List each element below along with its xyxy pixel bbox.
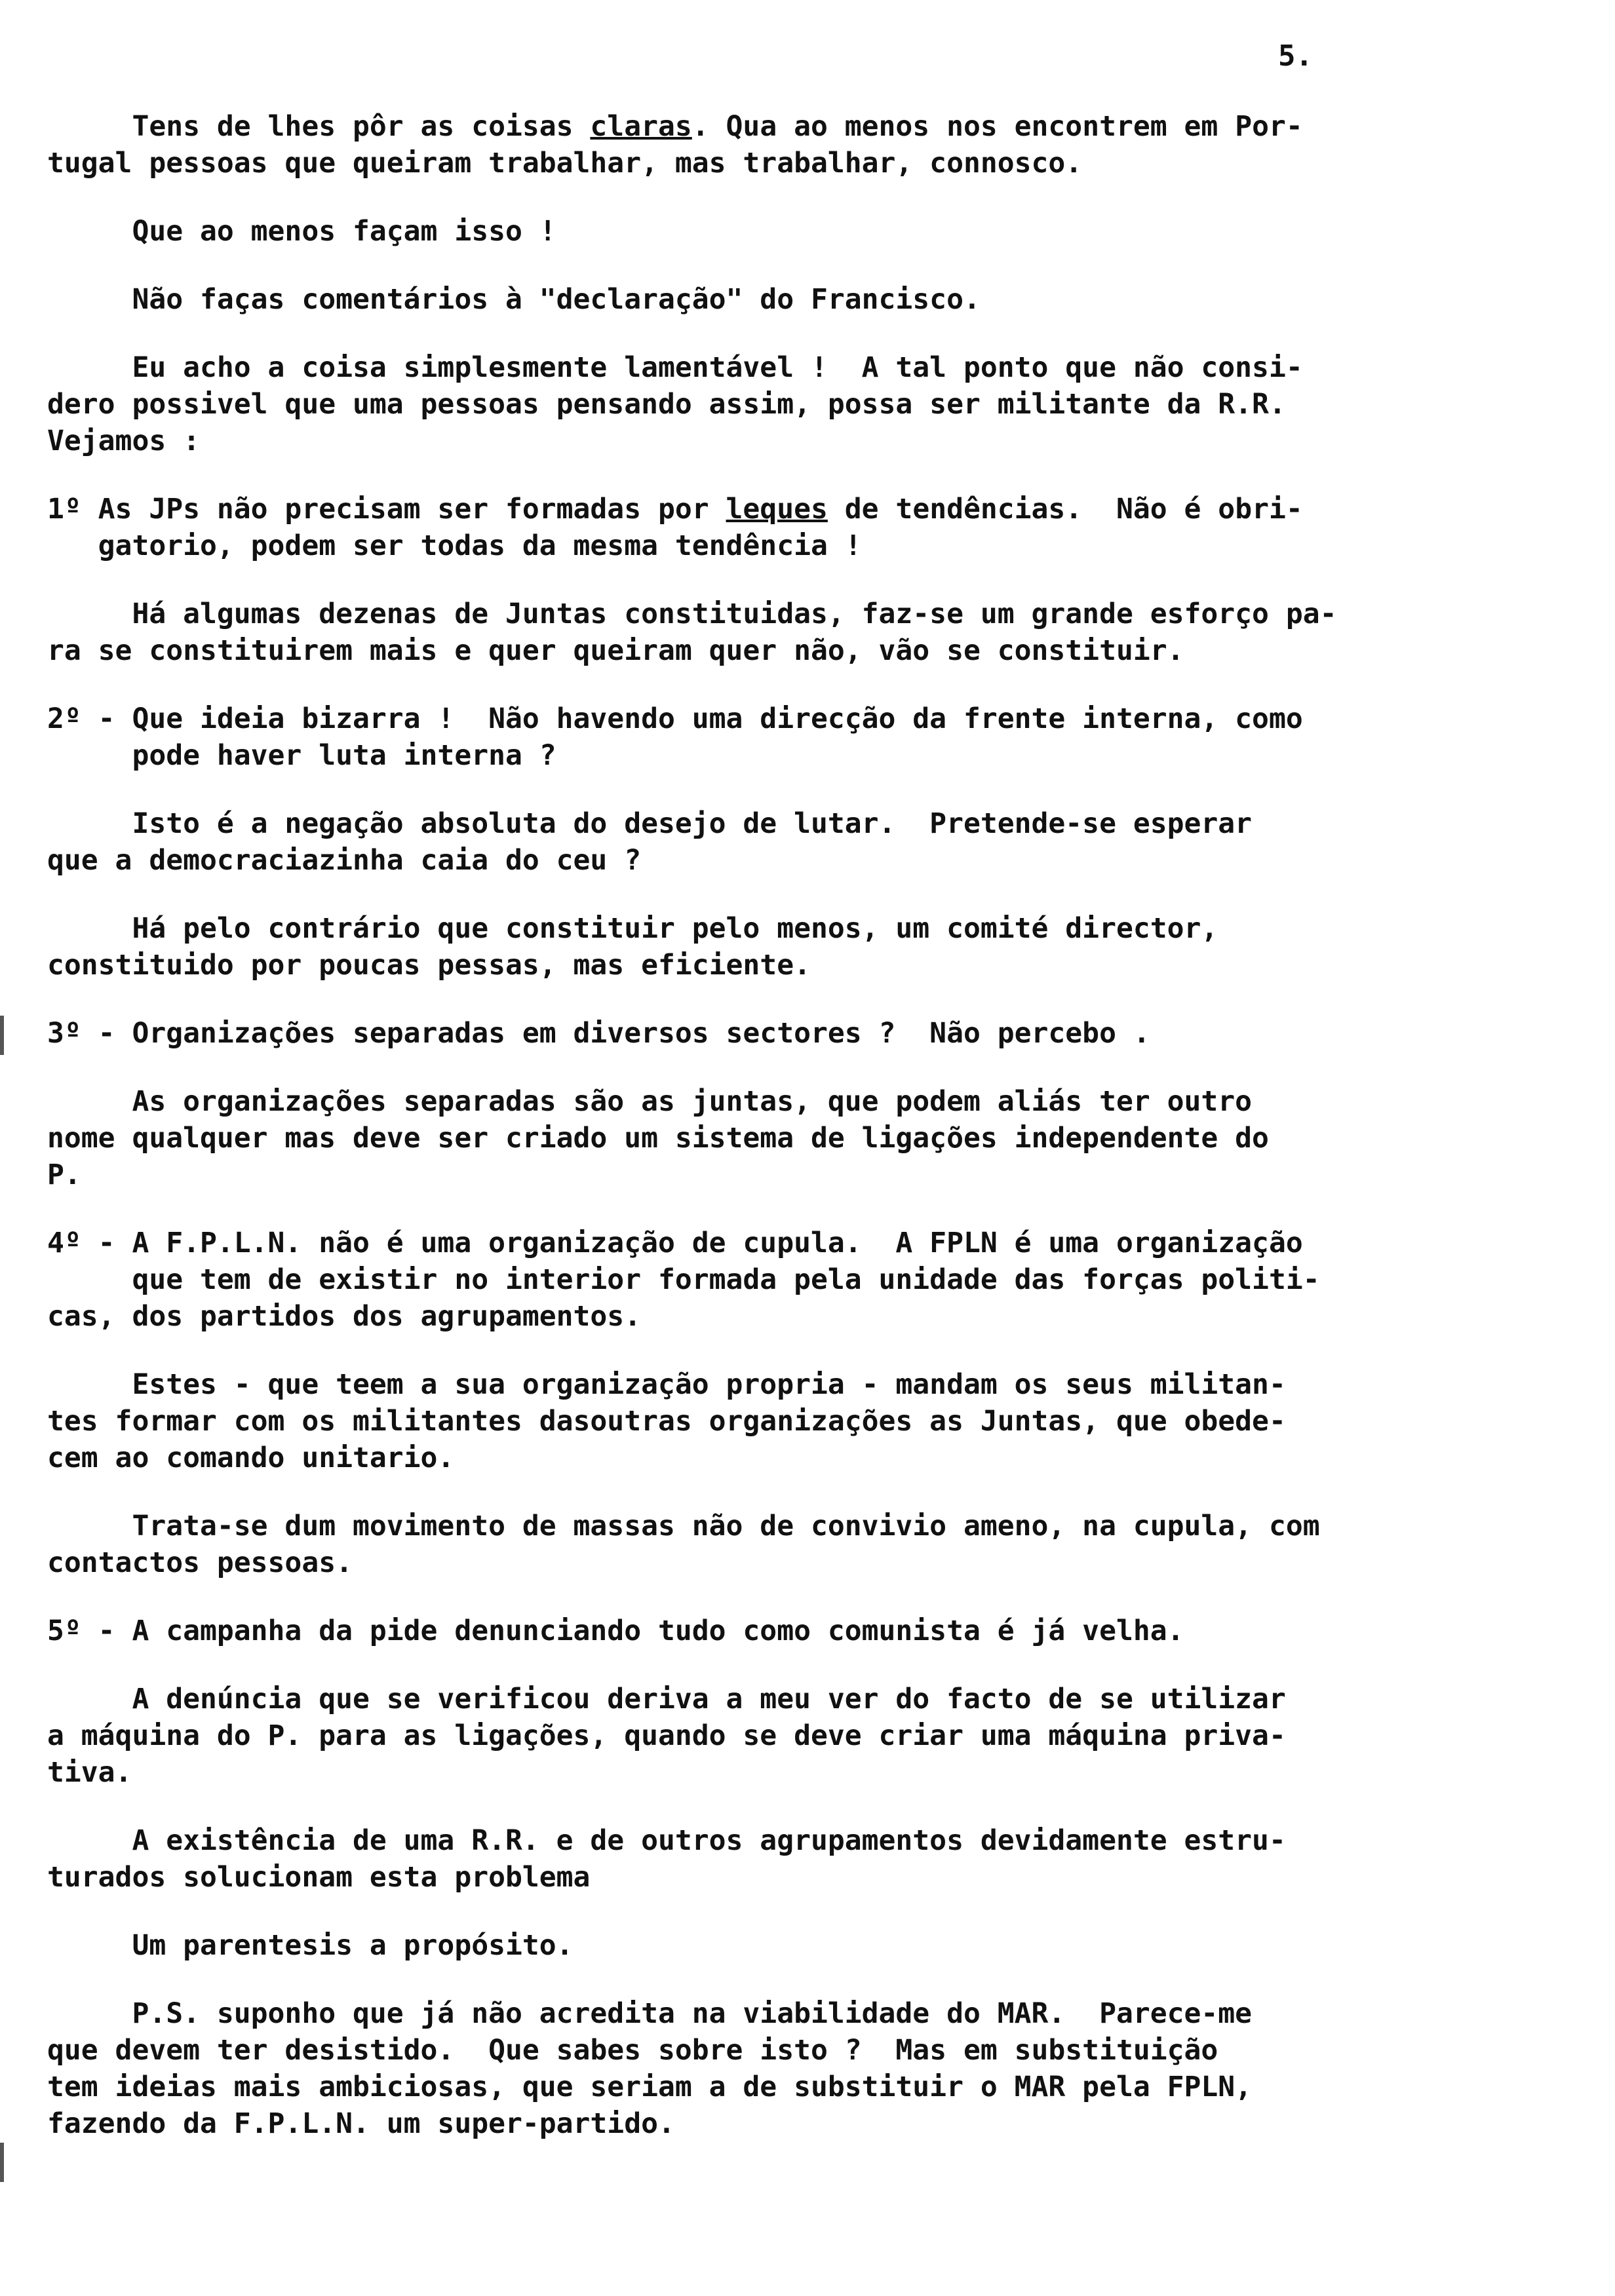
- paragraph: Não faças comentários à "declaração" do Francisco.: [47, 283, 981, 316]
- paragraph: A denúncia que se verificou deriva a meu ver do facto de se utilizar a máquina do P. para as ligações, quando se deve criar uma máquina priva- tiva.: [47, 1683, 1286, 1789]
- paragraph: A existência de uma R.R. e de outros agrupamentos devidamente estru- turados solucionam esta problema: [47, 1824, 1286, 1894]
- paragraph: Que ao menos façam isso !: [47, 215, 556, 248]
- page-number: 5.: [1278, 39, 1313, 73]
- underlined-word: claras: [590, 110, 692, 143]
- scan-edge-mark: [0, 1016, 4, 1055]
- postscript: P.S. suponho que já não acredita na viabilidade do MAR. Parece-me que devem ter desistido. Que sabes sobre isto ? Mas em substituição tem ideias mais ambiciosas, que seriam a de substituir o MAR pela FPLN, fazendo da F.P.L.N. um super-partido.: [47, 1997, 1253, 2140]
- paragraph: Isto é a negação absoluta do desejo de lutar. Pretende-se esperar que a democraciazinha caia do ceu ?: [47, 807, 1253, 877]
- letter-body: [47, 108, 1542, 2173]
- paragraph: Há pelo contrário que constituir pelo menos, um comité director, constituido por poucas pessas, mas eficiente.: [47, 912, 1218, 982]
- paragraph: Há algumas dezenas de Juntas constituidas, faz-se um grande esforço pa- ra se constituirem mais e quer queiram quer não, vão se constituir.: [47, 598, 1337, 667]
- numbered-point-5: 5º - A campanha da pide denunciando tudo como comunista é já velha.: [47, 1615, 1184, 1647]
- numbered-point-4: 4º - A F.P.L.N. não é uma organização de cupula. A FPLN é uma organização que tem de existir no interior formada pela unidade das forças politi- cas, dos partidos dos agrupamentos.: [47, 1227, 1320, 1333]
- paragraph: As organizações separadas são as juntas, que podem aliás ter outro nome qualquer mas deve ser criado um sistema de ligações independente do P.: [47, 1085, 1269, 1191]
- paragraph: Estes - que teem a sua organização propria - mandam os seus militan- tes formar com os militantes dasoutras organizações as Juntas, que obede- cem ao comando unitario.: [47, 1368, 1286, 1474]
- paragraph: Trata-se dum movimento de massas não de convivio ameno, na cupula, com contactos pessoas.: [47, 1510, 1320, 1579]
- paragraph: Um parentesis a propósito.: [47, 1929, 574, 1962]
- numbered-point-2: 2º - Que ideia bizarra ! Não havendo uma direcção da frente interna, como pode haver luta interna ?: [47, 702, 1303, 772]
- paragraph: Eu acho a coisa simplesmente lamentável ! A tal ponto que não consi- dero possivel que uma pessoas pensando assim, possa ser militante da R.R. Vejamos :: [47, 351, 1303, 457]
- underlined-word: leques: [726, 493, 828, 526]
- scan-edge-mark: [0, 2143, 4, 2182]
- numbered-point-1: 1º As JPs não precisam ser formadas por leques de tendências. Não é obri- gatorio, podem ser todas da mesma tendência !: [47, 493, 1303, 562]
- numbered-point-3: 3º - Organizações separadas em diversos sectores ? Não percebo .: [47, 1017, 1150, 1050]
- paragraph: Tens de lhes pôr as coisas claras. Quа ao menos nos encontrem em Por- tugal pessoas que queiram trabalhar, mas trabalhar, connosco.: [47, 110, 1303, 180]
